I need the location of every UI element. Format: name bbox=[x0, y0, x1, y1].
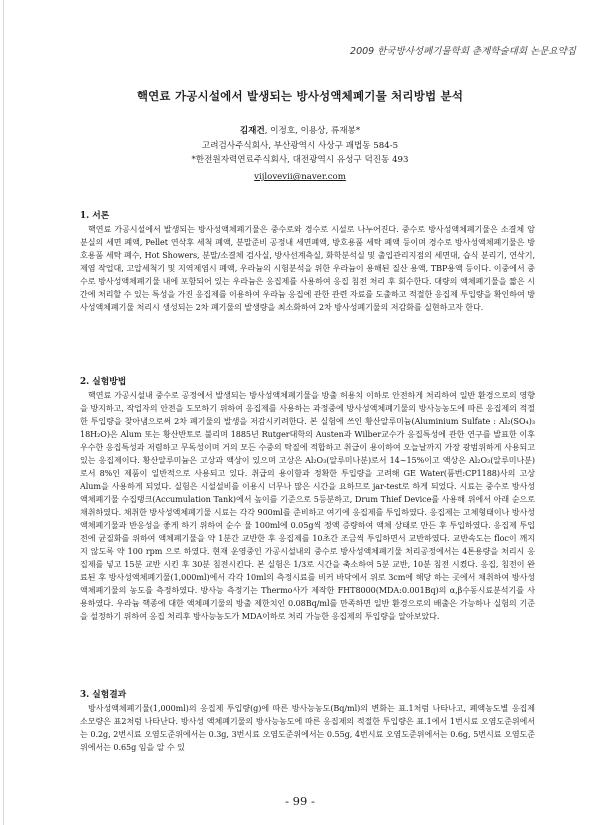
section-body: 방사성액체폐기물(1,000ml)의 응집제 투입량(g)에 따른 방사능농도(Bq/ml)의 변화는 표.1처럼 나타나고, 폐액농도별 응집제 소모량은 표2처럼 나타난다. 방사성 액체폐기물의 방사능농도에 따른 응집제의 적절한 투입량은 표.1에서 1번시료 오염도준위에서는 0.2g, 2번시료 오염도준위에서는 0.3g, 3번시료 오염도준위에서는 0.55g, 4번시료 오염도준위에서는 0.6g, 5번시료 오염도준위에서는 0.65g 임을 알 수 있 bbox=[80, 704, 535, 752]
author-line bbox=[0, 124, 600, 136]
co-authors: , 이정호, 이용상, 류재봉* bbox=[264, 126, 361, 136]
contact-email[interactable]: vijlovevii@naver.com bbox=[254, 172, 346, 182]
section-title: 3. 실험결과 bbox=[80, 690, 127, 700]
section-results bbox=[80, 687, 535, 754]
presenting-author: 김재건 bbox=[239, 126, 265, 136]
section-body: 핵연료 가공시설에서 발생되는 방사성액체폐기물은 중수로와 경수로 시설로 나누어진다. 중수로 방사성액체폐기물은 소결체 암분실의 세면 폐액, Pellet 연삭후 세척 폐액, 분말준비 공정내 세면폐액, 방호용품 세탁 폐액 등이며 경수로 방사성액체폐기물은 방호용품 세탁 폐수, Hot Showers, 분말/소결체 검사실, 방사선계측실, 화학분석실 및 출입관리지점의 세면대, 습식 분리기, 연삭기, 제염 작업대, 고압세척기 및 지역제염시 폐액, 우라늄의 시험분석을 위한 우라늄이 용해된 질산 용액, TBP용액 등이다. 이중에서 중수로 방사성액체폐기물 내에 포함되어 있는 우라늄은 응집제를 사용하여 응집 침전 처리 후 회수한다. 대량의 액체폐기물을 짧은 시간에 처리할 수 있는 특성을 가진 응집제를 이용하여 우라늄 응집에 관한 관련 자료를 도출하고 적절한 응집제 투입량을 확인하여 방사성액체폐기물 처리시 생성되는 2차 폐기물의 발생량을 최소화하여 2차 방사성폐기물의 저감화를 실현하고자 한다. bbox=[80, 225, 535, 312]
paper-title: 핵연료 가공시설에서 발생되는 방사성액체폐기물 처리방법 분석 bbox=[136, 89, 464, 103]
affiliation-2: *한전원자력연료주식회사, 대전광역시 유성구 덕진동 493 bbox=[191, 155, 409, 165]
section-title: 2. 실험방법 bbox=[80, 377, 127, 387]
section-methods bbox=[80, 374, 535, 623]
section-body: 핵연료 가공시설내 중수로 공정에서 발생되는 방사성액체폐기물을 방출 허용치 이하로 안전하게 처리하여 일반 환경으로의 영향을 방지하고, 작업자의 안전을 도모하기 위하여 응집제를 사용하는 과정중에 방사성액체폐기물의 방사능농도에 따른 응집제의 적절한 투입량을 찾아냄으로써 2차 폐기물의 발생을 저감시키려한다. 본 실험에 쓰인 황산알루미늄(Aluminium Sulfate : Al₂(SO₄)₃ 18H₂O)은 Alum 또는 황산반토로 불리며 1885년 Rutger대학의 Austen과 Wilber교수가 응집특성에 관한 연구를 발표한 이후 우수한 응집특성과 저렴하고 무독성이며 거의 모든 수중의 탁질에 적합하고 취급이 용이하여 오늘날까지 가장 광범위하게 사용되고 있는 응집제이다. 황산알루미늄은 고상과 액상이 있으며 고상은 Al₂O₃(알루미나분)로서 14~15%이고 액상은 Al₂O₃(알루미나분)로서 8%인 제품이 일반적으로 사용되고 있다. 취급의 용이함과 정확한 투입량을 고려해 GE Water(품번:CP1188)사의 고상 Alum을 사용하게 되었다. 실험은 시설설비를 이용시 너무나 많은 시간을 요하므로 jar-test로 하게 되었다. 시료는 중수로 방사성액체폐기물 수집탱크(Accumulation Tank)에서 높이를 기준으로 5등분하고, Drum Thief Device를 사용해 위에서 아래 순으로 채취하였다. 채취한 방사성액체폐기물 시료는 각각 900ml를 준비하고 여기에 응집제를 투입하였다. 응집제는 고체형태이나 방사성액체폐기물과 반응성을 좋게 하기 위하여 순수 물 100ml에 0.05g씩 정액 증량하여 액체 상태로 만든 후 투입하였다. 응집제 투입 전에 균질화를 위하여 액체폐기물을 약 1분간 교반한 후 응집제를 10초간 조금씩 투입하면서 교반하였다. 교반속도는 floc이 깨지지 않도록 약 100 rpm 으로 하였다. 현재 운영중인 가공시설내의 중수로 방사성액체폐기물 처리공정에서는 4톤용량을 처리시 응집제를 넣고 15분 교반 시킨 후 30분 침전시킨다. 본 실험은 1/3로 시간을 축소하여 5분 교반, 10분 침전 시켰다. 응집, 침전이 완료된 후 방사성액체폐기물(1,000ml)에서 각각 10ml의 측정시료를 비커 바닥에서 위로 3cm에 해당 하는 곳에서 채취하여 방사성액체폐기물의 농도를 측정하였다. 방사능 측정기는 Thermo사가 제작한 FHT8000(MDA:0.001Bq)의 α,β수동시료분석기를 사용하였다. 우라늄 핵종에 대한 액체폐기물의 방출 제한치인 0.08Bq/ml를 만족하면 일반 환경으로의 배출은 가능하나 실험의 기준을 설정하기 위하여 응집 처리후 방사능농도가 MDA이하로 처리 가능한 응집제의 투입량을 알아보았다. bbox=[80, 391, 535, 621]
affiliation-1: 고려검사주식회사, 부산광역시 사상구 괘법동 584-5 bbox=[201, 141, 399, 151]
section-introduction bbox=[80, 208, 535, 314]
conference-header: 2009 한국방사성폐기물학회 춘계학술대회 논문요약집 bbox=[350, 46, 576, 57]
section-title: 1. 서론 bbox=[80, 211, 110, 221]
page-number: - 99 - bbox=[285, 794, 315, 808]
